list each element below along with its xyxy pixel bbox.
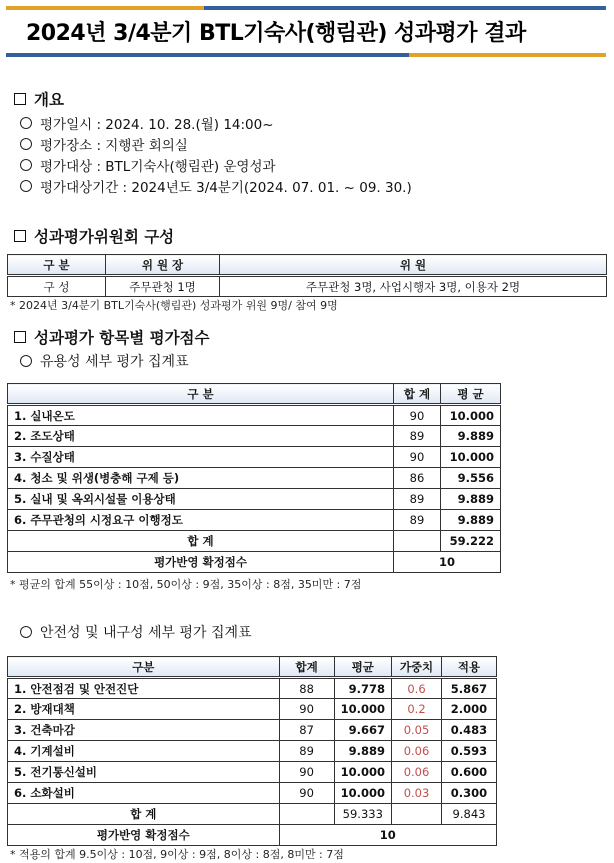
header-item: 구분 bbox=[8, 657, 280, 678]
overview-item bbox=[20, 176, 412, 196]
cell-item: 2. 방재대책 bbox=[8, 699, 280, 720]
header-chair: 위 원 장 bbox=[106, 255, 220, 276]
cell-weight: 0.6 bbox=[392, 678, 442, 699]
cell-avg: 10.000 bbox=[334, 699, 391, 720]
total-label: 합 계 bbox=[8, 531, 394, 552]
title-bar-blue-top bbox=[204, 6, 606, 10]
total-avg: 59.222 bbox=[441, 531, 501, 552]
final-score-row bbox=[8, 825, 497, 846]
square-bullet-icon bbox=[14, 230, 26, 242]
cell-item: 5. 전기통신설비 bbox=[8, 762, 280, 783]
table-row bbox=[8, 426, 501, 447]
cell-avg: 10.000 bbox=[334, 762, 391, 783]
cell-sum: 86 bbox=[394, 468, 441, 489]
cell-item: 6. 주무관청의 시정요구 이행정도 bbox=[8, 510, 394, 531]
overview-item-target: 평가대상 : BTL기숙사(행림관) 운영성과 bbox=[40, 159, 276, 175]
safety-subheading bbox=[20, 622, 252, 642]
table-header-row bbox=[8, 255, 607, 276]
circle-bullet-icon bbox=[20, 159, 32, 171]
table-row bbox=[8, 678, 497, 699]
cell-sum: 90 bbox=[279, 783, 334, 804]
cell-chair: 주무관청 1명 bbox=[106, 276, 220, 297]
cell-item: 4. 청소 및 위생(병충해 구제 등) bbox=[8, 468, 394, 489]
cell-sum: 90 bbox=[279, 699, 334, 720]
cell-sum: 90 bbox=[394, 405, 441, 426]
cell-avg: 9.778 bbox=[334, 678, 391, 699]
cell-sum: 88 bbox=[279, 678, 334, 699]
table-row bbox=[8, 489, 501, 510]
final-score-row bbox=[8, 552, 501, 573]
header-item: 구 분 bbox=[8, 384, 394, 405]
final-score-label: 평가반영 확정점수 bbox=[8, 552, 394, 573]
cell-applied: 0.593 bbox=[442, 741, 497, 762]
document-title: 2024년 3/4분기 BTL기숙사(행림관) 성과평가 결과 bbox=[26, 21, 526, 46]
final-score-value: 10 bbox=[394, 552, 501, 573]
final-score-value: 10 bbox=[279, 825, 496, 846]
cell-applied: 0.483 bbox=[442, 720, 497, 741]
committee-note: * 2024년 3/4분기 BTL기숙사(행림관) 성과평가 위원 9명/ 참여 9명 bbox=[10, 299, 338, 312]
table-row bbox=[8, 447, 501, 468]
header-sum: 합계 bbox=[279, 657, 334, 678]
total-weight-empty bbox=[392, 804, 442, 825]
total-row bbox=[8, 804, 497, 825]
table-row bbox=[8, 510, 501, 531]
table-row bbox=[8, 783, 497, 804]
circle-bullet-icon bbox=[20, 180, 32, 192]
cell-avg: 9.889 bbox=[441, 426, 501, 447]
header-weight: 가중치 bbox=[392, 657, 442, 678]
cell-avg: 9.889 bbox=[334, 741, 391, 762]
title-bar-blue-bottom bbox=[6, 53, 409, 57]
scores-heading-text: 성과평가 항목별 평가점수 bbox=[34, 329, 210, 347]
cell-sum: 90 bbox=[279, 762, 334, 783]
overview-item bbox=[20, 134, 188, 154]
header-applied: 적용 bbox=[442, 657, 497, 678]
header-sum: 합 계 bbox=[394, 384, 441, 405]
cell-sum: 89 bbox=[279, 741, 334, 762]
total-sum bbox=[394, 531, 441, 552]
table-header-row bbox=[8, 657, 497, 678]
header-category: 구 분 bbox=[8, 255, 106, 276]
cell-sum: 90 bbox=[394, 447, 441, 468]
total-label: 합 계 bbox=[8, 804, 280, 825]
cell-avg: 9.556 bbox=[441, 468, 501, 489]
table-row bbox=[8, 468, 501, 489]
cell-avg: 9.889 bbox=[441, 489, 501, 510]
title-bar-gold-top bbox=[6, 6, 204, 10]
cell-weight: 0.03 bbox=[392, 783, 442, 804]
cell-item: 5. 실내 및 옥외시설물 이용상태 bbox=[8, 489, 394, 510]
title-banner bbox=[6, 6, 606, 56]
circle-bullet-icon bbox=[20, 355, 32, 367]
total-applied: 9.843 bbox=[442, 804, 497, 825]
table-row bbox=[8, 276, 607, 297]
table-row bbox=[8, 699, 497, 720]
table-row bbox=[8, 741, 497, 762]
overview-item-period: 평가대상기간 : 2024년도 3/4분기(2024. 07. 01. ~ 09. 30.) bbox=[40, 180, 412, 196]
cell-item: 1. 실내온도 bbox=[8, 405, 394, 426]
cell-weight: 0.06 bbox=[392, 741, 442, 762]
cell-weight: 0.06 bbox=[392, 762, 442, 783]
overview-item bbox=[20, 113, 274, 133]
title-bar-gold-bottom bbox=[409, 53, 606, 57]
cell-item: 4. 기계설비 bbox=[8, 741, 280, 762]
cell-applied: 0.600 bbox=[442, 762, 497, 783]
table-row bbox=[8, 405, 501, 426]
overview-heading bbox=[14, 88, 64, 110]
safety-note: * 적용의 합계 9.5이상 : 10점, 9이상 : 9점, 8이상 : 8점, 8미만 : 7점 bbox=[10, 848, 344, 861]
cell-item: 6. 소화설비 bbox=[8, 783, 280, 804]
cell-sum: 89 bbox=[394, 510, 441, 531]
final-score-label: 평가반영 확정점수 bbox=[8, 825, 280, 846]
overview-heading-text: 개요 bbox=[34, 91, 64, 109]
cell-applied: 5.867 bbox=[442, 678, 497, 699]
circle-bullet-icon bbox=[20, 626, 32, 638]
cell-sum: 89 bbox=[394, 426, 441, 447]
cell-item: 2. 조도상태 bbox=[8, 426, 394, 447]
square-bullet-icon bbox=[14, 331, 26, 343]
header-members: 위 원 bbox=[220, 255, 607, 276]
overview-item bbox=[20, 155, 276, 175]
square-bullet-icon bbox=[14, 93, 26, 105]
cell-avg: 9.889 bbox=[441, 510, 501, 531]
cell-members: 주무관청 3명, 사업시행자 3명, 이용자 2명 bbox=[220, 276, 607, 297]
circle-bullet-icon bbox=[20, 138, 32, 150]
cell-applied: 2.000 bbox=[442, 699, 497, 720]
table-header-row bbox=[8, 384, 501, 405]
cell-category: 구 성 bbox=[8, 276, 106, 297]
safety-table bbox=[7, 656, 497, 846]
scores-heading bbox=[14, 326, 210, 348]
committee-table bbox=[7, 254, 607, 297]
usability-subheading-text: 유용성 세부 평가 집계표 bbox=[40, 354, 189, 370]
total-sum-empty bbox=[279, 804, 334, 825]
cell-sum: 87 bbox=[279, 720, 334, 741]
header-avg: 평 균 bbox=[441, 384, 501, 405]
table-row bbox=[8, 762, 497, 783]
circle-bullet-icon bbox=[20, 117, 32, 129]
safety-subheading-text: 안전성 및 내구성 세부 평가 집계표 bbox=[40, 625, 252, 641]
committee-heading bbox=[14, 225, 174, 247]
cell-sum: 89 bbox=[394, 489, 441, 510]
cell-item: 1. 안전점검 및 안전진단 bbox=[8, 678, 280, 699]
total-row bbox=[8, 531, 501, 552]
overview-item-date: 평가일시 : 2024. 10. 28.(월) 14:00~ bbox=[40, 117, 274, 133]
cell-item: 3. 수질상태 bbox=[8, 447, 394, 468]
committee-heading-text: 성과평가위원회 구성 bbox=[34, 228, 175, 246]
usability-table bbox=[7, 383, 501, 573]
cell-avg: 10.000 bbox=[441, 447, 501, 468]
cell-avg: 10.000 bbox=[334, 783, 391, 804]
total-avg: 59.333 bbox=[334, 804, 391, 825]
cell-avg: 9.667 bbox=[334, 720, 391, 741]
usability-subheading bbox=[20, 351, 189, 371]
cell-weight: 0.05 bbox=[392, 720, 442, 741]
usability-note: * 평균의 합계 55이상 : 10점, 50이상 : 9점, 35이상 : 8점, 35미만 : 7점 bbox=[10, 578, 362, 591]
cell-avg: 10.000 bbox=[441, 405, 501, 426]
header-avg: 평균 bbox=[334, 657, 391, 678]
cell-item: 3. 건축마감 bbox=[8, 720, 280, 741]
table-row bbox=[8, 720, 497, 741]
overview-item-place: 평가장소 : 지행관 회의실 bbox=[40, 138, 188, 154]
cell-weight: 0.2 bbox=[392, 699, 442, 720]
cell-applied: 0.300 bbox=[442, 783, 497, 804]
